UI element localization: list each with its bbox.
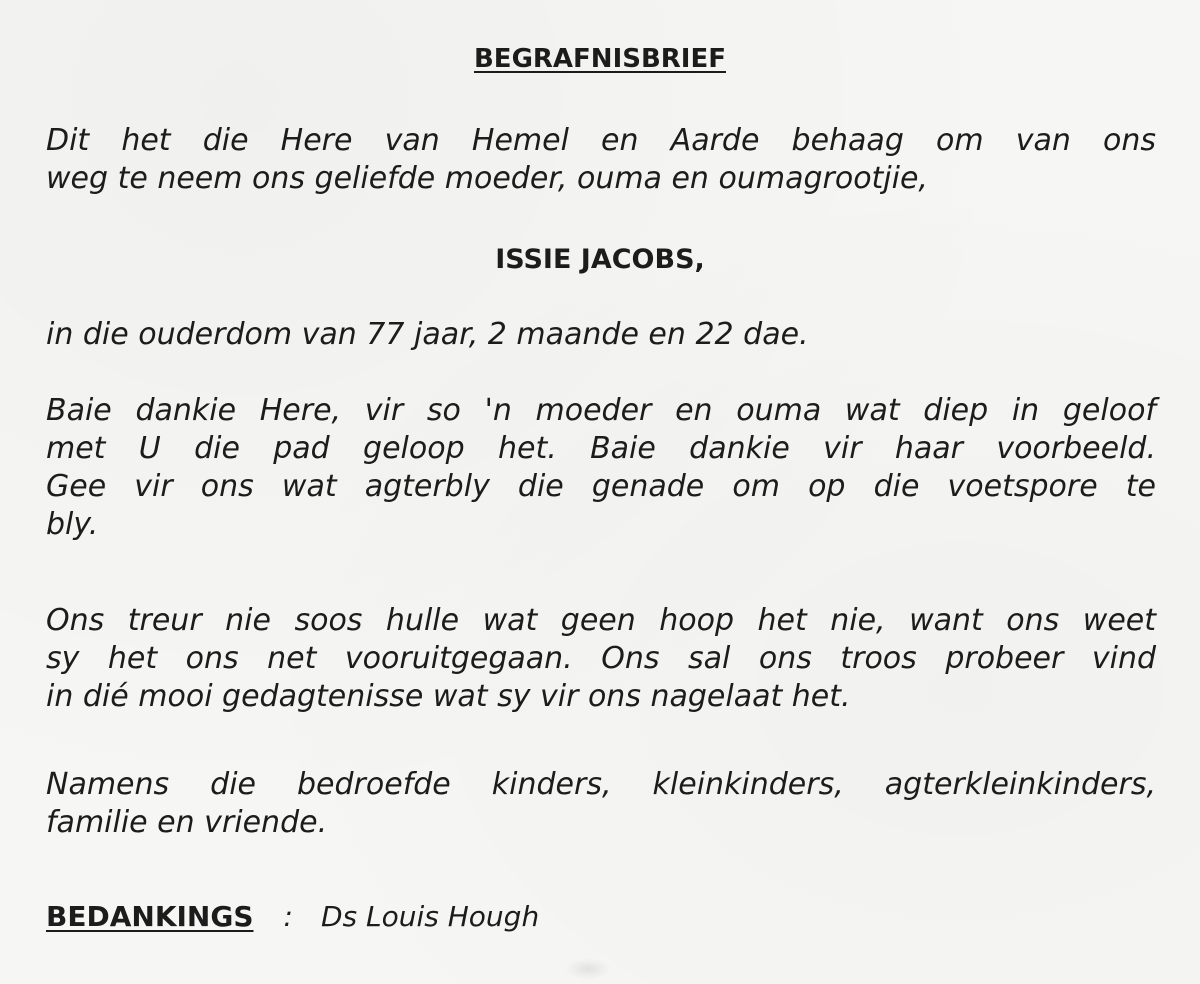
family-line: Namens die bedroefde kinders, kleinkinders, agterkleinkinders, — [46, 767, 1156, 802]
comfort-line: Ons treur nie soos hulle wat geen hoop het nie, want ons weet — [46, 603, 1156, 638]
paper-smudge — [565, 958, 611, 980]
thanks-line: met U die pad geloop het. Baie dankie vir haar voorbeeld. — [46, 431, 1156, 466]
age-line: in die ouderdom van 77 jaar, 2 maande en 22 dae. — [46, 317, 809, 352]
footer-colon: : — [283, 900, 293, 933]
intro-paragraph — [46, 122, 1156, 198]
family-paragraph — [46, 766, 1156, 842]
intro-line: Dit het die Here van Hemel en Aarde behaag om van ons — [46, 123, 1156, 158]
comfort-line: sy het ons net vooruitgegaan. Ons sal ons troos probeer vind — [46, 641, 1156, 676]
comfort-paragraph — [46, 602, 1156, 716]
footer-officiant: Ds Louis Hough — [320, 900, 540, 933]
comfort-line: in dié mooi gedagtenisse wat sy vir ons nagelaat het. — [46, 679, 851, 714]
intro-line: weg te neem ons geliefde moeder, ouma en oumagrootjie, — [46, 161, 928, 196]
thanks-line: Gee vir ons wat agterbly die genade om op die voetspore te — [46, 469, 1156, 504]
footer-label: BEDANKINGS — [46, 900, 254, 933]
thanks-line: bly. — [46, 507, 99, 542]
family-line: familie en vriende. — [46, 805, 328, 840]
deceased-name: ISSIE JACOBS, — [495, 244, 705, 275]
thanks-paragraph — [46, 392, 1156, 544]
thanks-line: Baie dankie Here, vir so 'n moeder en ouma wat diep in geloof — [46, 393, 1156, 428]
age-paragraph — [46, 316, 1156, 354]
thanks-footer — [46, 900, 539, 933]
document-title: BEGRAFNISBRIEF — [473, 44, 726, 74]
